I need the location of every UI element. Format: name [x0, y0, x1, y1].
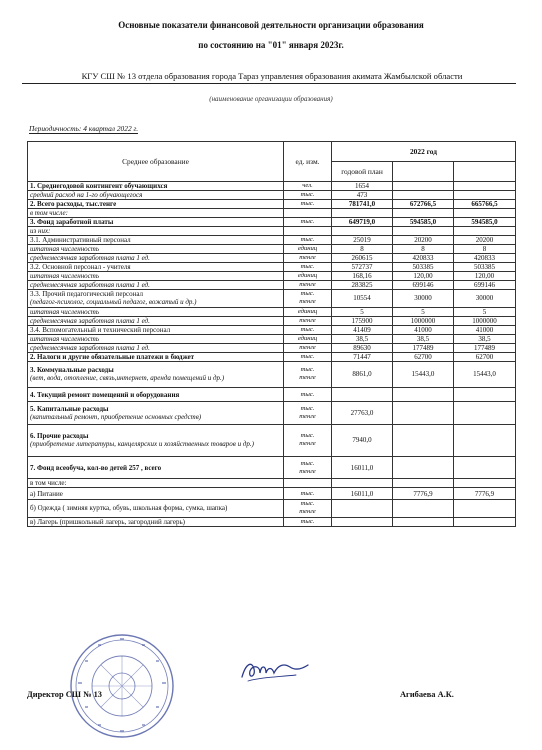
column-header-name: Среднее образование	[28, 142, 284, 182]
value-col2: 503385	[393, 263, 454, 272]
value-col2: 1000000	[393, 316, 454, 325]
value-col3	[454, 387, 516, 401]
organization-name: КГУ СШ № 13 отдела образования города Тараз управления образования акимата Жамбылской области	[81, 71, 463, 81]
row-unit	[284, 281, 332, 290]
row-unit	[284, 343, 332, 352]
value-col2: 594585,0	[393, 218, 454, 227]
value-col3	[454, 209, 516, 218]
table-row	[28, 191, 516, 200]
row-label-text: в том числе:	[30, 479, 67, 488]
value-col3: 594585,0	[454, 218, 516, 227]
value-col2	[393, 191, 454, 200]
value-col2: 177489	[393, 343, 454, 352]
row-label-text: штатная численность	[30, 245, 100, 253]
value-col3: 665766,5	[454, 200, 516, 209]
value-col2	[393, 479, 454, 488]
row-unit	[284, 334, 332, 343]
row-unit-text-2: тенге	[299, 298, 316, 306]
row-unit-text: тыс.	[300, 191, 315, 198]
row-unit-text: единиц	[297, 245, 318, 252]
value-plan: 25019	[332, 236, 393, 245]
row-label	[28, 361, 284, 387]
value-col3: 5	[454, 307, 516, 316]
row-unit-text: единиц	[297, 307, 318, 315]
row-sublabel: (вет, вода, отопление, связь,интернет, аренда помещений и др.)	[30, 374, 225, 383]
row-label-text: среднемесячная заработная плата 1 ед.	[30, 254, 150, 262]
row-sublabel: (педагог-психолог, социальный педагог, вожатый и др.)	[30, 298, 197, 307]
value-plan: 1654	[332, 182, 393, 191]
row-unit-text: тыс.	[300, 405, 315, 412]
row-unit	[284, 307, 332, 316]
row-label-text: 3.4. Вспомогательный и технический персонал	[30, 325, 171, 334]
value-col2: 5	[393, 307, 454, 316]
table-row	[28, 254, 516, 263]
table-row	[28, 361, 516, 387]
row-unit	[284, 218, 332, 227]
value-col2: 8	[393, 245, 454, 254]
row-unit	[284, 352, 332, 361]
row-unit-text: тыс.	[300, 500, 315, 508]
value-plan: 168,16	[332, 272, 393, 281]
value-col3: 1000000	[454, 316, 516, 325]
value-plan: 473	[332, 191, 393, 200]
value-plan: 7940,0	[332, 424, 393, 456]
value-plan: 572737	[332, 263, 393, 272]
value-col2: 20200	[393, 236, 454, 245]
row-unit	[284, 191, 332, 200]
table-row	[28, 387, 516, 401]
organization-note: (наименование организации образования)	[209, 95, 333, 103]
row-label-text: из них:	[30, 227, 51, 235]
column-header-empty	[454, 162, 516, 182]
value-col3	[454, 456, 516, 479]
row-label	[28, 517, 284, 526]
column-header-year: 2022 год	[332, 142, 516, 162]
row-unit-text: тыс.	[300, 325, 315, 333]
row-unit-text-2: тенге	[299, 440, 316, 448]
row-unit-text-2: тенге	[299, 374, 316, 382]
value-col2: 120,00	[393, 272, 454, 281]
row-label	[28, 352, 284, 361]
value-plan: 5	[332, 307, 393, 316]
row-unit-text: единиц	[297, 334, 318, 342]
row-unit-text: тыс.	[300, 200, 315, 207]
value-col3	[454, 191, 516, 200]
value-col3: 20200	[454, 236, 516, 245]
value-col3: 120,00	[454, 272, 516, 281]
row-label-text: среднемесячная заработная плата 1 ед.	[30, 343, 150, 352]
row-label-text: 1. Среднегодовой контингент обучающихся	[30, 182, 168, 190]
row-label	[28, 182, 284, 191]
value-col3: 8	[454, 245, 516, 254]
row-unit	[284, 200, 332, 209]
row-unit-text: тыс.	[300, 352, 315, 360]
row-label-text: штатная численность	[30, 272, 100, 280]
reporting-period: Периодичность: 4 квартал 2022 г.	[29, 124, 139, 133]
row-label	[28, 387, 284, 401]
row-unit	[284, 488, 332, 499]
row-label-text: 3. Коммунальные расходы	[30, 366, 114, 375]
table-row	[28, 200, 516, 209]
row-label	[28, 209, 284, 218]
value-col2: 672766,5	[393, 200, 454, 209]
row-unit-text: тыс.	[300, 236, 315, 243]
row-unit-text: тыс.	[300, 263, 315, 270]
table-row	[28, 343, 516, 352]
row-label-text: средний расход на 1-го обучающегося	[30, 191, 143, 199]
table-row	[28, 517, 516, 526]
row-unit-text-2: тенге	[299, 413, 316, 420]
row-unit	[284, 290, 332, 308]
row-label	[28, 343, 284, 352]
row-unit-text: тыс.	[300, 489, 315, 497]
row-label-text: 4. Текущий ремонт помещений и оборудования	[30, 390, 180, 399]
row-unit-text: тыс.	[300, 366, 315, 374]
value-col3	[454, 479, 516, 488]
table-row	[28, 488, 516, 499]
row-label-text: в том числе:	[30, 209, 68, 217]
row-label-text: штатная численность	[30, 307, 100, 316]
row-label	[28, 402, 284, 425]
value-col2	[393, 424, 454, 456]
row-unit-text: тыс.	[300, 459, 315, 467]
row-label	[28, 281, 284, 290]
value-col2: 7776,9	[393, 488, 454, 499]
value-col2	[393, 387, 454, 401]
official-seal-stamp	[68, 632, 176, 740]
row-unit	[284, 272, 332, 281]
row-label	[28, 218, 284, 227]
value-col2	[393, 182, 454, 191]
value-col3	[454, 402, 516, 425]
value-col3: 62700	[454, 352, 516, 361]
column-header-plan: годовой план	[332, 162, 393, 182]
value-plan	[332, 517, 393, 526]
row-label	[28, 488, 284, 499]
row-label-text: 6. Прочие расходы	[30, 432, 89, 441]
director-signature	[238, 655, 310, 685]
value-col3	[454, 227, 516, 236]
value-col3: 15443,0	[454, 361, 516, 387]
value-plan: 260615	[332, 254, 393, 263]
value-plan: 89630	[332, 343, 393, 352]
value-col2	[393, 499, 454, 517]
row-label-text: 3. Фонд заработной платы	[30, 218, 114, 226]
value-plan: 283825	[332, 281, 393, 290]
value-col3: 699146	[454, 281, 516, 290]
value-plan: 649719,0	[332, 218, 393, 227]
table-row	[28, 307, 516, 316]
value-plan	[332, 209, 393, 218]
value-plan: 16011,0	[332, 488, 393, 499]
row-sublabel: (капитальный ремонт, приобретение основных средств)	[30, 413, 202, 421]
row-unit	[284, 424, 332, 456]
table-row	[28, 245, 516, 254]
value-col2	[393, 209, 454, 218]
table-row	[28, 209, 516, 218]
value-plan	[332, 499, 393, 517]
row-label-text: в) Лагерь (пришкольный лагерь, загородний лагерь)	[30, 517, 185, 526]
value-plan	[332, 227, 393, 236]
row-unit-text: единиц	[297, 272, 318, 279]
value-col3: 177489	[454, 343, 516, 352]
row-label-text: а) Питание	[30, 489, 63, 498]
row-label-text: б) Одежда ( зимняя куртка, обувь, школьная форма, сумка, шапка)	[30, 504, 228, 513]
row-label	[28, 191, 284, 200]
row-unit	[284, 387, 332, 401]
value-plan: 71447	[332, 352, 393, 361]
row-unit	[284, 361, 332, 387]
value-col2	[393, 227, 454, 236]
value-col2: 41000	[393, 325, 454, 334]
table-row	[28, 236, 516, 245]
row-unit	[284, 517, 332, 526]
row-unit-text: тыс.	[300, 517, 315, 525]
row-unit	[284, 209, 332, 218]
row-unit-text: тенге	[299, 343, 316, 351]
value-col2: 62700	[393, 352, 454, 361]
row-label	[28, 254, 284, 263]
value-col3	[454, 182, 516, 191]
row-label	[28, 307, 284, 316]
row-label-text: 3.3. Прочий педагогический персонал	[30, 290, 144, 299]
value-plan: 781741,0	[332, 200, 393, 209]
value-plan: 27763,0	[332, 402, 393, 425]
row-label-text: 2. Налоги и другие обязательные платежи в бюджет	[30, 352, 195, 361]
row-unit-text-2: тенге	[299, 467, 316, 475]
value-col2	[393, 402, 454, 425]
value-plan: 175900	[332, 316, 393, 325]
row-unit	[284, 456, 332, 479]
row-unit-text-2: тенге	[299, 508, 316, 516]
value-plan: 16011,0	[332, 456, 393, 479]
value-col3: 420833	[454, 254, 516, 263]
value-plan	[332, 387, 393, 401]
row-label-text: 7. Фонд всеобуча, кол-во детей 257 , всего	[30, 463, 162, 472]
director-label: Директор СШ № 13	[27, 690, 102, 699]
row-label-text: 5. Капитальные расходы	[30, 405, 109, 413]
row-label	[28, 456, 284, 479]
row-label-text: 2. Всего расходы, тыс.тенге	[30, 200, 117, 208]
row-sublabel: (приобретение литературы, канцелярских и хозяйственных товаров и др.)	[30, 440, 254, 449]
row-unit	[284, 325, 332, 334]
value-col3: 7776,9	[454, 488, 516, 499]
value-col2: 30000	[393, 290, 454, 308]
document-title: Основные показатели финансовой деятельности организации образования	[118, 20, 424, 30]
value-col3: 41000	[454, 325, 516, 334]
row-unit-text: тенге	[299, 254, 316, 261]
table-row	[28, 218, 516, 227]
row-label	[28, 236, 284, 245]
row-unit	[284, 182, 332, 191]
row-label	[28, 245, 284, 254]
table-row	[28, 402, 516, 425]
row-unit-text: тенге	[299, 281, 316, 288]
row-unit	[284, 479, 332, 488]
row-label	[28, 424, 284, 456]
column-header-empty	[393, 162, 454, 182]
row-unit	[284, 245, 332, 254]
value-col2	[393, 456, 454, 479]
value-col3	[454, 499, 516, 517]
row-label	[28, 200, 284, 209]
table-row	[28, 456, 516, 479]
value-col2	[393, 517, 454, 526]
row-unit-text: тыс.	[300, 390, 315, 398]
row-unit	[284, 316, 332, 325]
row-unit	[284, 254, 332, 263]
row-label	[28, 499, 284, 517]
financial-table	[27, 141, 516, 527]
row-unit	[284, 263, 332, 272]
value-col3: 503385	[454, 263, 516, 272]
row-label	[28, 227, 284, 236]
value-col2: 38,5	[393, 334, 454, 343]
row-label	[28, 316, 284, 325]
row-label-text: среднемесячная заработная плата 1 ед.	[30, 316, 150, 325]
row-label	[28, 290, 284, 308]
row-unit-text: тыс.	[300, 218, 315, 225]
value-plan: 8	[332, 245, 393, 254]
value-col3	[454, 424, 516, 456]
row-unit	[284, 402, 332, 425]
table-row	[28, 352, 516, 361]
table-row	[28, 272, 516, 281]
row-label-text: 3.2. Основной персонал - учителя	[30, 263, 131, 271]
value-col2: 15443,0	[393, 361, 454, 387]
row-label-text: штатная численность	[30, 334, 100, 343]
row-unit-text: тенге	[299, 316, 316, 324]
row-label	[28, 479, 284, 488]
table-row	[28, 316, 516, 325]
value-col2: 420833	[393, 254, 454, 263]
row-unit	[284, 499, 332, 517]
row-label-text: 3.1. Административный персонал	[30, 236, 131, 244]
row-label	[28, 263, 284, 272]
table-row	[28, 424, 516, 456]
value-col3	[454, 517, 516, 526]
table-row	[28, 182, 516, 191]
value-plan: 38,5	[332, 334, 393, 343]
row-label	[28, 334, 284, 343]
row-label	[28, 272, 284, 281]
signer-name: Агибаева А.К.	[400, 690, 454, 699]
table-row	[28, 227, 516, 236]
organization-underline	[22, 83, 516, 84]
value-col3: 30000	[454, 290, 516, 308]
row-unit-text: тыс.	[300, 290, 315, 298]
column-header-unit: ед. изм.	[284, 142, 332, 182]
document-subtitle: по состоянию на "01" января 2023г.	[198, 40, 344, 50]
table-row	[28, 479, 516, 488]
table-row	[28, 281, 516, 290]
row-unit-text: тыс.	[300, 432, 315, 440]
table-row	[28, 290, 516, 308]
value-plan: 41409	[332, 325, 393, 334]
table-row	[28, 499, 516, 517]
table-row	[28, 325, 516, 334]
value-plan	[332, 479, 393, 488]
row-label-text: среднемесячная заработная плата 1 ед.	[30, 281, 150, 289]
value-plan: 10554	[332, 290, 393, 308]
value-col2: 699146	[393, 281, 454, 290]
value-plan: 8861,0	[332, 361, 393, 387]
table-row	[28, 263, 516, 272]
row-label	[28, 325, 284, 334]
table-row	[28, 334, 516, 343]
row-unit-text: чел.	[302, 182, 313, 189]
row-unit	[284, 236, 332, 245]
value-col3: 38,5	[454, 334, 516, 343]
row-unit	[284, 227, 332, 236]
